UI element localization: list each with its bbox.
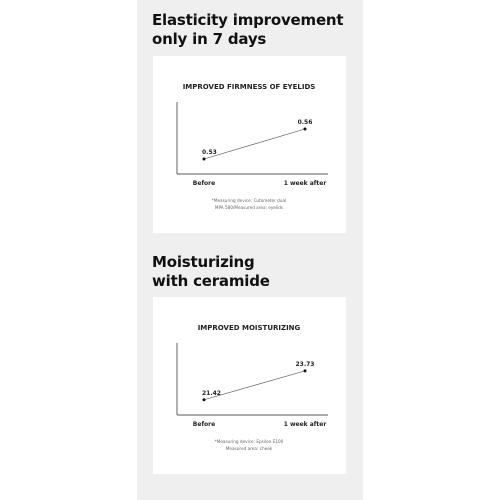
chart-card-firmness [153, 56, 346, 233]
section-heading-moisturizing [152, 253, 270, 291]
chart-title: IMPROVED MOISTURIZING [197, 324, 301, 332]
section-heading-elasticity [152, 11, 343, 49]
chart-footnote: *Measuring device: Cutometer dual [211, 198, 287, 203]
data-point [304, 369, 307, 372]
data-label: 0.56 [297, 119, 313, 126]
x-tick-label: 1 week after [283, 180, 327, 187]
content-panel [137, 0, 363, 500]
x-tick-label: 1 week after [283, 421, 327, 428]
chart-title: IMPROVED FIRMNESS OF EYELIDS [182, 83, 316, 91]
heading-line: Elasticity improvement [152, 11, 344, 29]
data-point [203, 398, 206, 401]
data-label: 23.73 [295, 360, 315, 368]
heading-line: only in 7 days [152, 30, 267, 48]
data-label: 21.42 [202, 389, 221, 397]
data-label: 0.53 [202, 149, 217, 156]
chart-firmness [153, 56, 346, 233]
heading-line: Moisturizing [152, 253, 255, 271]
chart-footnote: *Measuring device: Epsilon E100 [214, 439, 284, 444]
chart-footnote: MPA 580/Measured area: eyelids [214, 205, 284, 210]
heading-line: with ceramide [152, 272, 270, 290]
chart-footnote: Measured area: cheek [225, 446, 273, 451]
x-tick-label: Before [192, 180, 216, 187]
data-point [203, 158, 206, 161]
data-point [304, 128, 307, 131]
x-tick-label: Before [192, 421, 216, 428]
chart-card-moisturizing [153, 297, 346, 474]
chart-moisturizing [153, 297, 346, 474]
series-line [204, 129, 305, 159]
